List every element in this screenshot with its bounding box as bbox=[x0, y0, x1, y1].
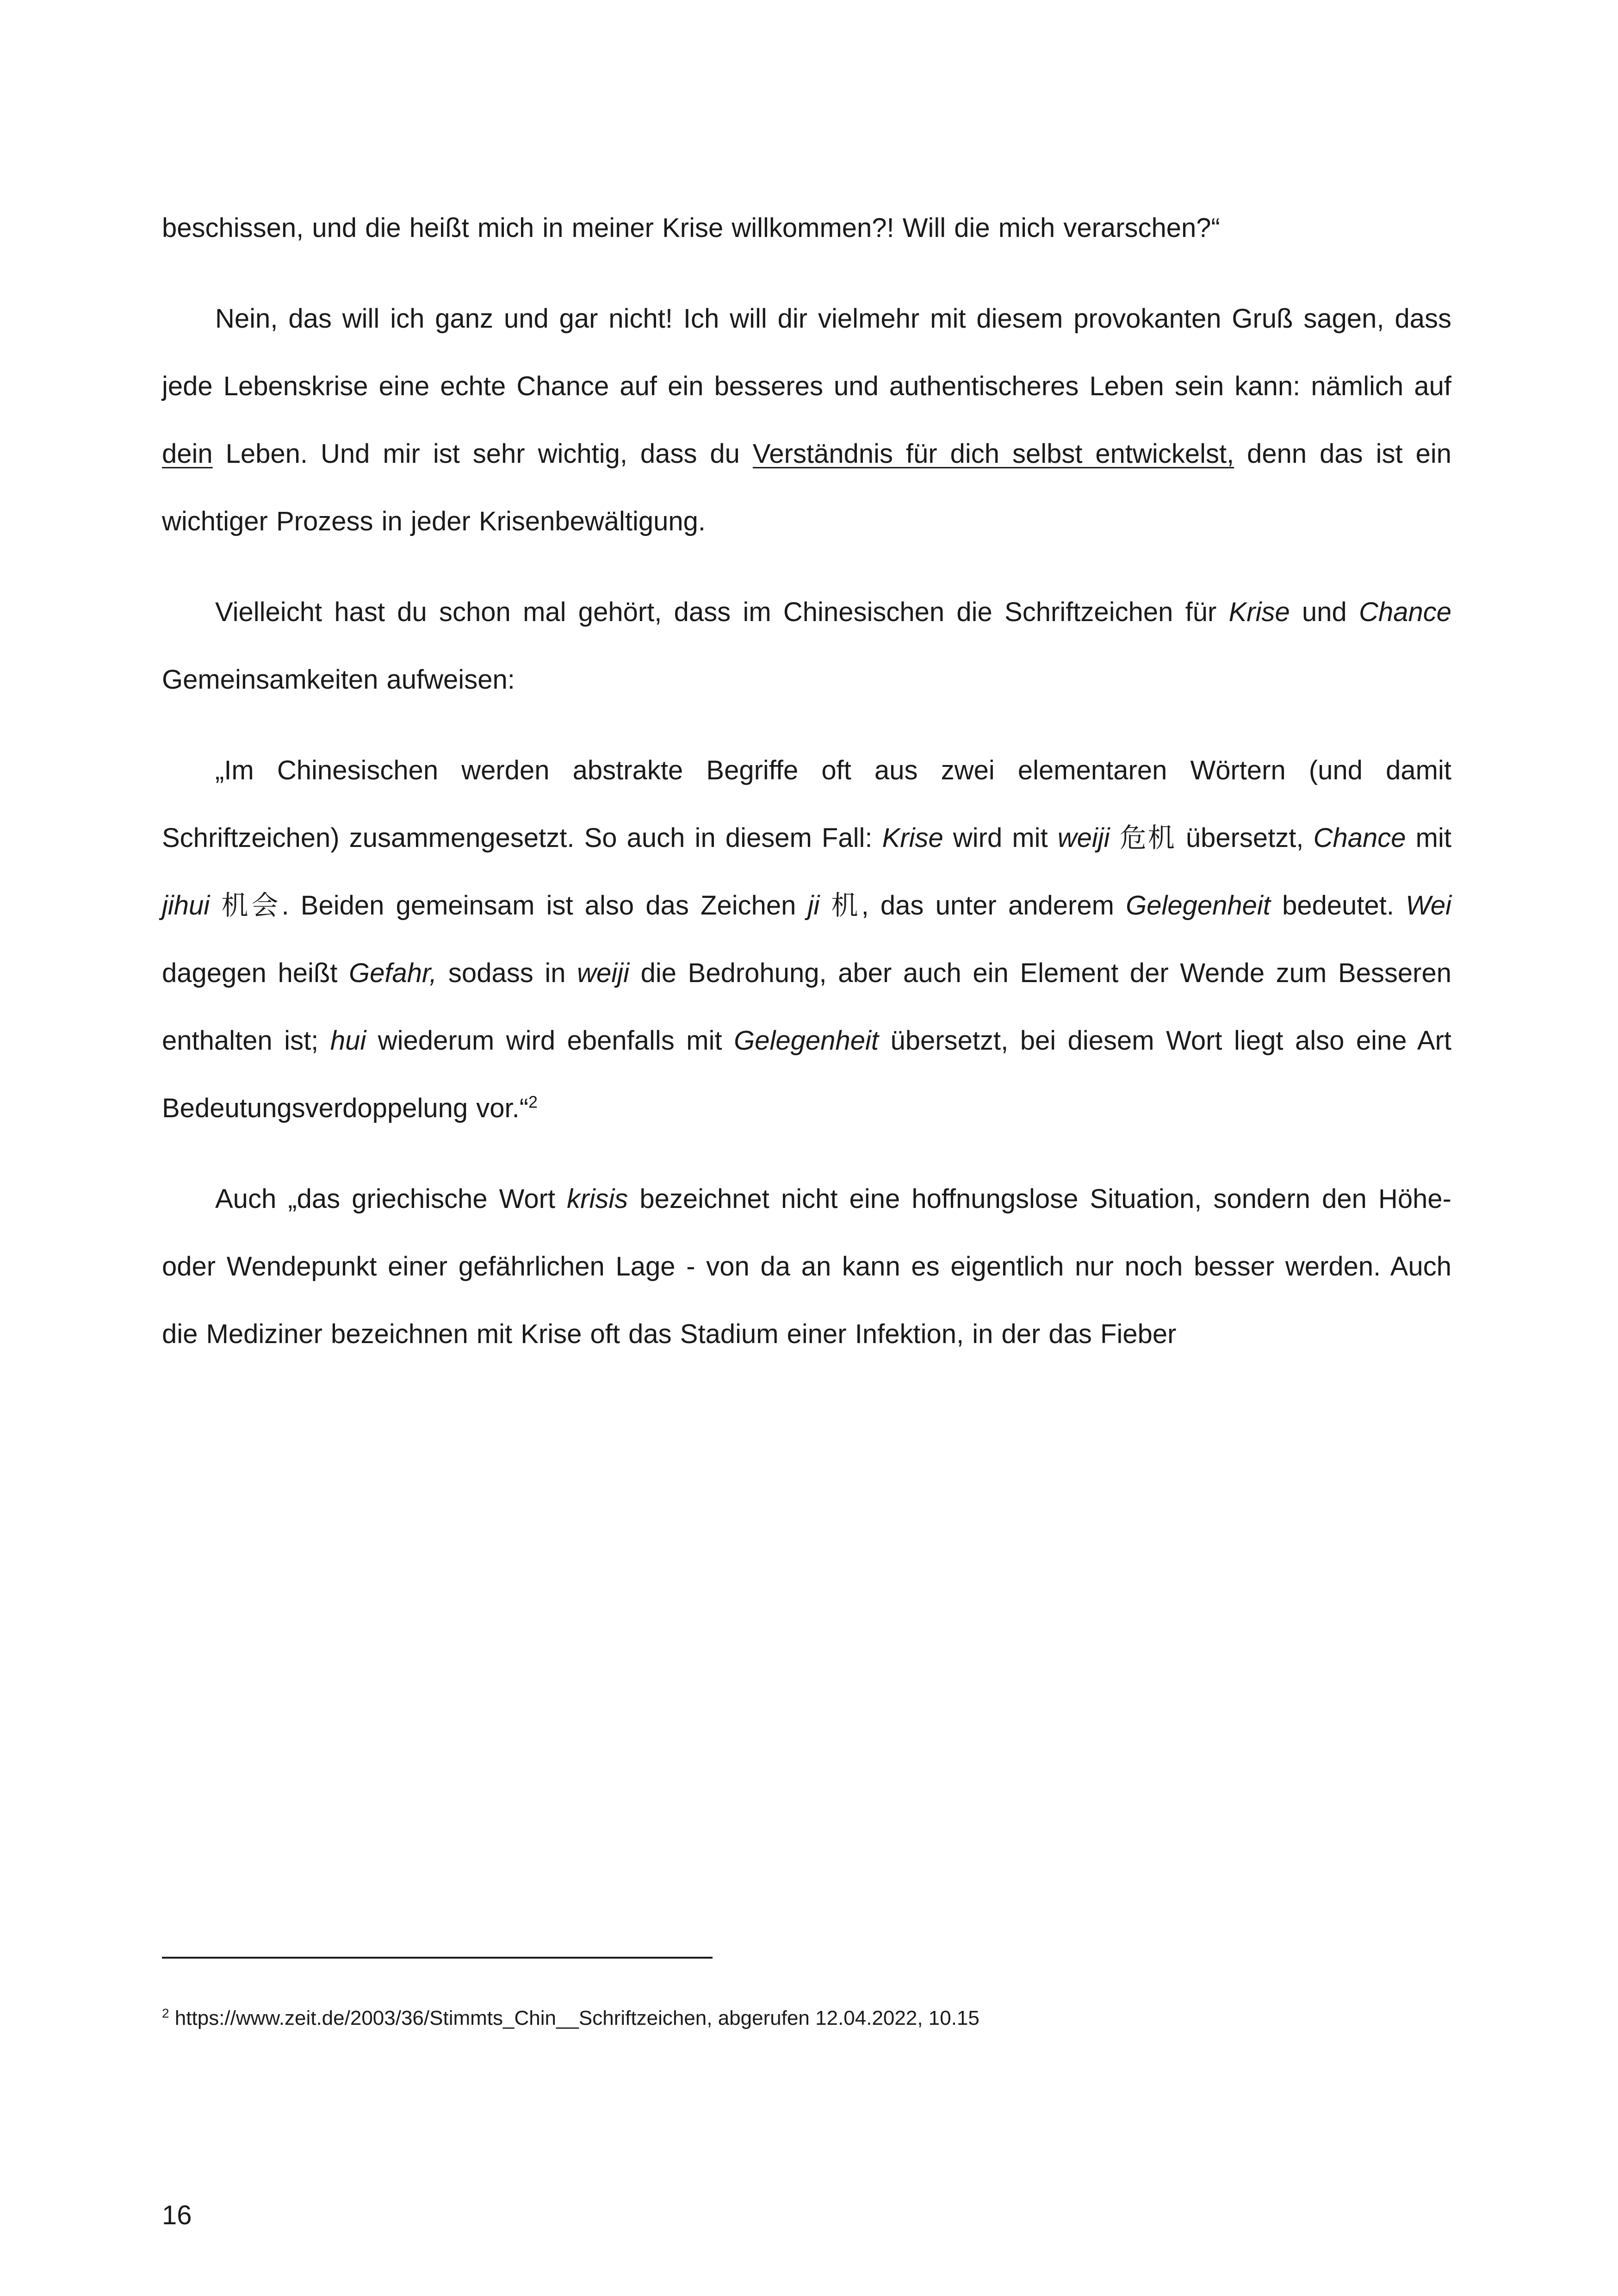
footnote bbox=[162, 2004, 1451, 2033]
text-run: Wei bbox=[1406, 890, 1451, 921]
page-number: 16 bbox=[162, 2200, 192, 2230]
text-run: Verständnis für dich selbst entwickelst, bbox=[752, 439, 1234, 469]
body-text bbox=[162, 194, 1451, 1391]
paragraph bbox=[162, 194, 1451, 262]
text-run: krisis bbox=[567, 1184, 628, 1214]
text-run: Krise bbox=[882, 823, 943, 853]
text-run: „Im Chinesischen werden abstrakte Begriffe oft aus zwei elementaren Wörtern (und damit Schriftzeichen) zusammengesetzt. So auch in diesem Fall: bbox=[162, 755, 1451, 853]
text-run: dagegen heißt bbox=[162, 958, 349, 988]
text-run: Vielleicht hast du schon mal gehört, dass im Chinesischen die Schriftzeichen für bbox=[215, 597, 1229, 627]
text-run: die Bedrohung, aber auch ein Element der Wende zum Besseren enthalten ist; bbox=[162, 958, 1451, 1056]
text-run: und bbox=[1289, 597, 1359, 627]
text-run: übersetzt, bei diesem Wort liegt also eine Art Bedeutungsverdoppelung vor.“ bbox=[162, 1026, 1452, 1123]
text-run: wird mit bbox=[943, 823, 1058, 853]
text-run: Gelegenheit bbox=[734, 1026, 879, 1056]
text-run: jihui bbox=[162, 890, 210, 921]
text-run: weiji bbox=[577, 958, 629, 988]
text-run: wiederum wird ebenfalls mit bbox=[366, 1026, 734, 1056]
text-run: 危机 übersetzt, bbox=[1110, 823, 1314, 853]
footnote-marker: 2 bbox=[162, 2006, 169, 2021]
text-run: Gefahr, bbox=[349, 958, 437, 988]
text-run: Auch „das griechische Wort bbox=[215, 1184, 567, 1214]
text-run: hui bbox=[330, 1026, 366, 1056]
footnote-text: https://www.zeit.de/2003/36/Stimmts_Chin__Schriftzeichen, abgerufen 12.04.2022, 10.15 bbox=[169, 2007, 979, 2029]
paragraph bbox=[162, 579, 1451, 714]
text-run: ji bbox=[807, 890, 820, 921]
text-run: Nein, das will ich ganz und gar nicht! Ich will dir vielmehr mit diesem provokanten Gruß sagen, dass jede Lebenskrise eine echte Chance auf ein besseres und authentischeres Leben sein kann: nämlich auf bbox=[162, 304, 1451, 401]
text-run: mit bbox=[1406, 823, 1451, 853]
text-run: beschissen, und die heißt mich in meiner Krise willkommen?! Will die mich verarschen?“ bbox=[162, 213, 1220, 243]
text-run: Krise bbox=[1228, 597, 1290, 627]
text-run: Gelegenheit bbox=[1126, 890, 1271, 921]
text-run: Gemeinsamkeiten aufweisen: bbox=[162, 665, 515, 695]
paragraph bbox=[162, 1165, 1451, 1368]
text-run: bedeutet. bbox=[1270, 890, 1406, 921]
text-run: sodass in bbox=[437, 958, 577, 988]
text-run: Leben. Und mir ist sehr wichtig, dass du bbox=[212, 439, 753, 469]
text-run: 机会. Beiden gemeinsam ist also das Zeichen bbox=[210, 890, 808, 921]
footnote-reference: 2 bbox=[528, 1092, 538, 1112]
paragraph bbox=[162, 737, 1451, 1142]
text-run: denn das ist ein wichtiger Prozess in jeder Krisenbewältigung. bbox=[162, 439, 1451, 536]
text-run: 机, das unter anderem bbox=[819, 890, 1126, 921]
text-run: Chance bbox=[1313, 823, 1406, 853]
footnote-divider bbox=[162, 1957, 713, 1959]
text-run: bezeichnet nicht eine hoffnungslose Situation, sondern den Höhe- oder Wendepunkt einer gefährlichen Lage - von da an kann es eigentlich nur noch besser werden. Auch die Mediziner bezeichnen mit Krise oft das Stadium einer Infektion, in der das Fieber bbox=[162, 1184, 1451, 1349]
paragraph bbox=[162, 285, 1451, 555]
text-run: Chance bbox=[1359, 597, 1451, 627]
text-run: dein bbox=[162, 439, 213, 469]
text-run: weiji bbox=[1057, 823, 1110, 853]
